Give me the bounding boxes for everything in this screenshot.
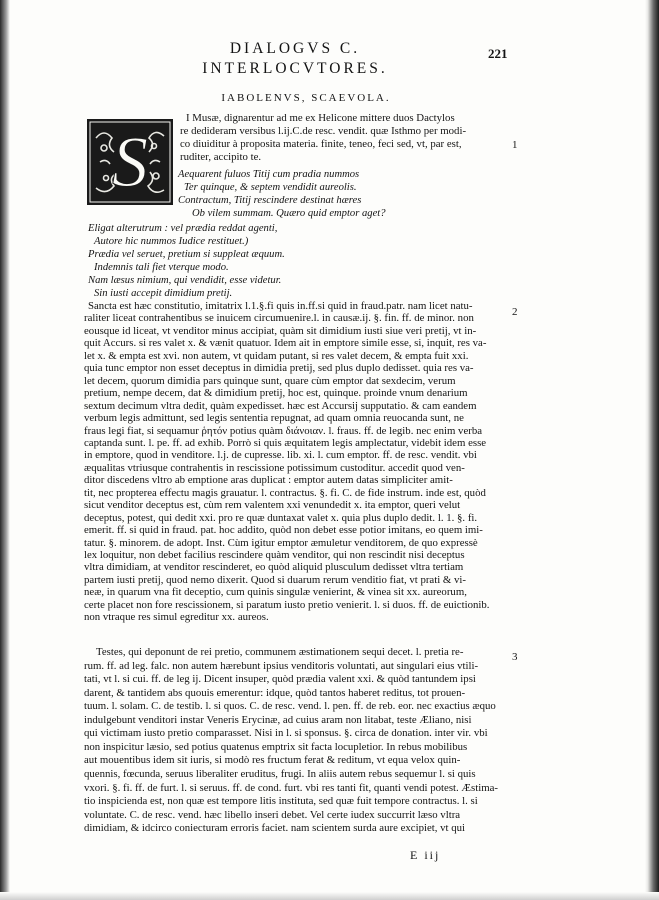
text-line: re dedideram versibus l.ij.C.de resc. vendit. quæ Isthmo per modi- <box>180 125 467 137</box>
verse-line: Ter quinque, & septem vendidit aureolis. <box>184 182 357 193</box>
margin-note-number: 1 <box>512 139 518 151</box>
verse-line: Aequarent fuluos Titij cum pradia nummos <box>178 169 360 180</box>
paragraph-line: tati, vt l. si cui. ff. de leg ij. Dicent insuper, quòd prædia valent xxi. & quòd tantundem ipsi <box>84 673 476 686</box>
paragraph-line: non vtraque res simul egreditur xx. aureos. <box>84 611 269 624</box>
paragraph-line: fraus legi fiat, si sequamur ῥητόν potius quàm διάνοιαν. l. fraus. ff. de legib. nec enim verba <box>84 424 483 437</box>
interlocutors-heading: INTERLOCVTORES. <box>202 60 388 77</box>
verse-line: Indemnis tali fiet vterque modo. <box>94 262 229 273</box>
paragraph-line: certe placet non fore rescissionem, si paratum iusto pretio venierit. l. si duos. ff. de euictionib. <box>84 598 490 611</box>
paragraph-line: sextum decimum vltra dedit, quàm expedisset. hæc est Accursij supputatio. & cam eandem <box>84 399 477 412</box>
verse-line: Nam læsus nimium, qui vendidit, esse videtur. <box>88 275 282 286</box>
paragraph-line: rum. ff. ad leg. falc. non autem hærebunt ipsius venditoris voluntati, aut singulari eius vtili- <box>84 659 479 672</box>
paragraph-line: verbum legis admittunt, sed legis sententia repugnat, ad quam omnia reuocanda sunt, ne <box>84 412 464 425</box>
text-line: I Musæ, dignarentur ad me ex Helicone mittere duos Dactylos <box>186 112 455 124</box>
margin-note-number: 2 <box>512 306 518 318</box>
paragraph-line: non inspicitur læsio, sed potius quatenus emptrix sit facta locupletior. In rebus mobilibus <box>84 740 468 753</box>
verse-line: Autore hic nummos Iudice restituet.) <box>94 236 249 247</box>
paragraph-line: quit Accurs. si res valet x. & vænit quatuor. Idem ait in emptore simile esse, si, inquit, res va- <box>84 337 487 350</box>
speakers-line: IABOLENVS, SCAEVOLA. <box>221 92 391 104</box>
paragraph-line: qui victimam iusto pretio comparasset. Nisi in l. si sponsus. §. circa de donation. inter vir. vbi <box>84 727 488 740</box>
verse-line: Ob vilem summam. Quæro quid emptor aget? <box>192 208 386 219</box>
paragraph-line: æqualitas vtriusque contrahentis in rescissione potissimum custoditur. accedit quod ven- <box>84 461 465 474</box>
dialogue-title: DIALOGVS C. <box>229 40 361 57</box>
paragraph-line: Testes, qui deponunt de rei pretio, communem æstimationem sequi decet. l. pretia re- <box>96 646 464 658</box>
paragraph-line: captanda sunt. l. pe. ff. ad exhib. Porrò si quis æquitatem legis amplectatur, videbit idem esse <box>84 436 487 449</box>
verse-line: Contractum, Titij rescindere destinat hæres <box>178 195 362 206</box>
paragraph-line: pretium, nempe decem, dat & dimidium pretij, hoc est, quinque. proinde vnum denarium <box>84 387 468 400</box>
margin-note-number: 3 <box>512 651 518 663</box>
paragraph-line: emerit. ff. si quid in fraud. pat. hoc addito, quòd non debet esse potior imitans, eo quem imi- <box>84 524 483 537</box>
paragraph-line: dimidiam, & idcirco coniecturam erroris faciet. nam scientem surda aure excipiet, vt qui <box>84 822 466 835</box>
paragraph-line: lex loquitur, non debet facilius rescindere quàm venditor, qui non rescindit nisi deceptus <box>84 549 465 561</box>
paragraph-line: darent, & tantidem abs quouis emerentur: idque, quòd tantos haberet reditus, tot prouen- <box>84 686 466 699</box>
paragraph-line: raliter liceat contrahentibus se inuicem circumuenire.l. in causæ.ij. §. fin. ff. de minor. non <box>84 312 474 325</box>
paragraph-line: vltra dimidiam, at venditor rescinderet, eo quòd aliquid plusculum dedisset vltra tertiam <box>84 561 464 574</box>
paragraph-line: neæ, in quarum vna fit deceptio, cum quinis singulæ venierint, & vinea sit xx. aureorum, <box>84 586 467 599</box>
paragraph-line: let x. & empta est xvi. non autem, vt quidam putant, si res valet decem, & empta fuit xxi. <box>84 349 469 362</box>
paragraph-line: tatur. §. minorem. de adopt. Inst. Cùm igitur emptor æmuletur venditorem, de quo expressè <box>84 536 478 549</box>
paragraph-line: eousque id liceat, vt venditor minus accipiat, quàm sit dimidium iusti siue veri pretij, vt in- <box>84 324 477 337</box>
paragraph-line: tio inspicienda est, non quæ est tempore litis instituta, sed quæ fuit tempore contractus. l. si <box>84 795 478 808</box>
paragraph-line: partem iusti pretij, quod nemo dixerit. Quod si duarum rerum venditio fiat, vt prati & vi- <box>84 573 467 586</box>
text-line: ruditer, accipito te. <box>180 151 262 163</box>
verse-line: Eligat alterutrum : vel prædia reddat agenti, <box>88 223 278 234</box>
signature-mark: E iij <box>410 848 441 862</box>
paragraph-line: ditor discedens vltro ab emptione aras duplicat : emptor autem datas simpliciter amit- <box>84 474 453 487</box>
paragraph-line: tuum. l. solam. C. de testib. l. si quos. C. de resc. vend. l. pen. ff. de reb. eor. nec exactius æquo <box>84 700 496 713</box>
svg-text:S: S <box>112 122 148 202</box>
paragraph-line: indulgebunt venditori instar Veneris Erycinæ, ad cuius aram non litabat, teste Æliano, nisi <box>84 713 472 726</box>
verse-line: Sin iusti accepit dimidium pretij. <box>94 288 233 299</box>
text-line: co diuiditur à proposita materia. finite, teneo, feci sed, vt, par est, <box>180 138 462 150</box>
verse-line: Prædia vel seruet, pretium si suppleat æquum. <box>88 249 285 260</box>
paragraph-line: voluntate. C. de resc. vend. hæc libello inseri debet. Vel certe iudex succurrit læso vltra <box>84 808 461 821</box>
paragraph-line: aut mouentibus idem sit iuris, si modò res fructum ferat & reditum, vt equa velox quin- <box>84 754 461 767</box>
paragraph-line: Sancta est hæc constitutio, imitatrix l.1.§.fi quis in.ff.si quid in fraud.patr. nam licet natu- <box>88 300 473 312</box>
page-number: 221 <box>488 46 508 61</box>
paragraph-line: sicut venditor deceptus est, cùm rem valentem xxi venundedit x. ita emptor, queri velut <box>84 499 461 512</box>
paragraph-line: quennis, fœcunda, seruus liberaliter eruditus, frugi. In aliis autem rebus sequemur l. si quis <box>84 767 476 780</box>
paragraph-line: vxori. §. fi. ff. de furt. l. si seruus. ff. de cond. furt. vbi res tanti fit, quanti vendi potest. Æstima- <box>84 781 499 794</box>
paragraph-line: let decem, quorum dimidia pars quinque sunt, quare cùm emptor dat sexdecim, verum <box>84 374 456 387</box>
paragraph-line: in emptore, quod in venditore. l.j. de cupresse. lib. xi. l. cum emptor. ff. de resc. vendit. vbi <box>84 449 477 462</box>
paragraph-line: deceptus, potest, qui dedit xxi. pro re quæ duntaxat valet x. quia plus duplo dedit. l. 1. §. fi. <box>84 511 478 524</box>
paragraph-line: quia tunc emptor non esset deceptus in dimidia pretij, sed plus duplo dedisset. quia res va- <box>84 362 474 375</box>
paragraph-line: tit, nec propterea effectu magis grauatur. l. contractus. §. fi. C. de fide instrum. inde est, quòd <box>84 486 486 499</box>
